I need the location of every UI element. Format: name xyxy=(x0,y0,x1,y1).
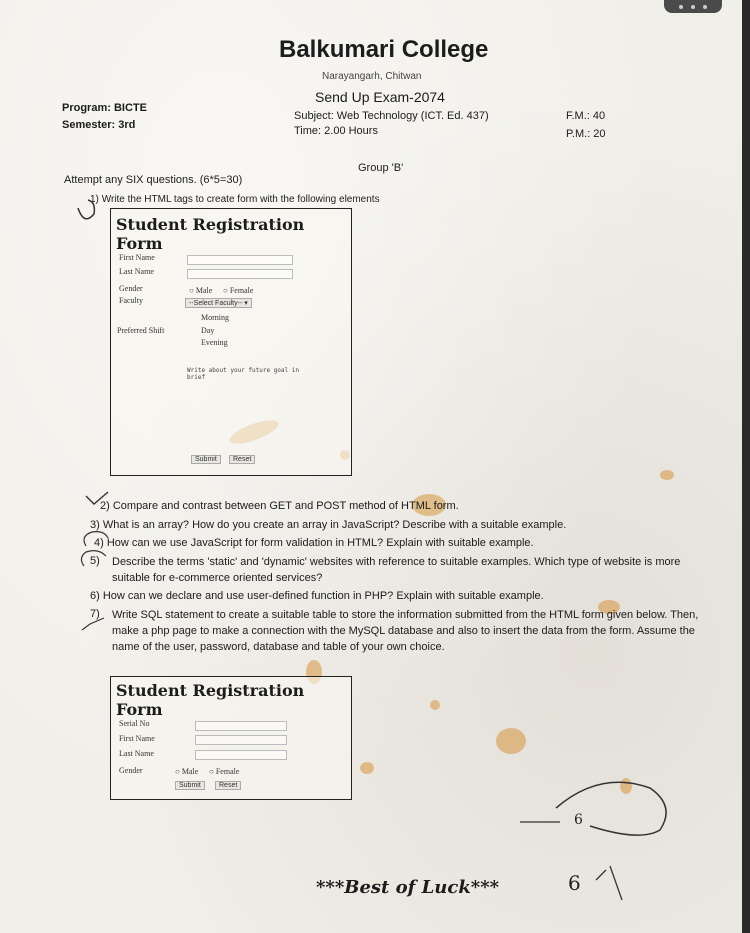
form1-shift-evening[interactable]: Evening xyxy=(201,338,228,347)
form1-gender-female[interactable]: ○ Female xyxy=(223,286,254,295)
form2-title: Student Registration Form xyxy=(116,681,305,719)
score-fraction: 6 xyxy=(568,871,581,895)
form1-first-name-label: First Name xyxy=(119,253,155,262)
form2-gender-female[interactable]: ○ Female xyxy=(209,767,240,776)
group-label: Group 'B' xyxy=(358,162,404,174)
instructions: Attempt any SIX questions. (6*5=30) xyxy=(64,174,243,186)
full-marks: F.M.: 40 xyxy=(566,110,606,122)
form1-gender-label: Gender xyxy=(119,284,143,293)
form1-shift-morning[interactable]: Morning xyxy=(201,313,229,322)
form1-gender-male[interactable]: ○ Male xyxy=(189,286,213,295)
question-4: 4) How can we use JavaScript for form validation in HTML? Explain with suitable example. xyxy=(94,537,534,549)
form1-faculty-select[interactable]: --Select Faculty-- ▾ xyxy=(185,298,252,308)
time-line: Time: 2.00 Hours xyxy=(294,125,378,137)
score-circle xyxy=(556,782,666,835)
form2-gender-male[interactable]: ○ Male xyxy=(175,767,199,776)
form2-last-name-label: Last Name xyxy=(119,749,154,758)
form1-title: Student Registration Form xyxy=(116,215,305,253)
semester-line: Semester: 3rd xyxy=(62,119,136,131)
form2-gender-label: Gender xyxy=(119,766,143,775)
form1-submit-button[interactable]: Submit xyxy=(191,455,221,464)
form1-last-name-label: Last Name xyxy=(119,267,154,276)
form1-shift-label: Preferred Shift xyxy=(117,326,165,335)
form1-faculty-label: Faculty xyxy=(119,296,143,305)
tick-mark-q1 xyxy=(78,200,94,219)
pass-marks: P.M.: 20 xyxy=(566,128,606,140)
question-number: 1) xyxy=(90,194,99,205)
form1-goal-textarea[interactable]: Write about your future goal in brief xyxy=(187,367,299,381)
exam-paper: Balkumari College Narayangarh, Chitwan Send Up Exam-2074 Subject: Web Technology (ICT. Ed. 437) Time: 2.00 Hours Program: BICTE Semester: 3rd F.M.: 40 P.M.: 20 Group 'B' Attempt any SIX questions. (6*5=30) 1) Write the HTML tags to create form with the following elements Student Registration Form First Name Last Name Gender ○ Male ○ Female Faculty --Select Faculty-- ▾ Preferred Shift Morning Day Evening Write about your future goal in brief Submit Reset 2) Compare and contrast between GET and POST method of HTML form. 3) What is an array? How do you create an array in JavaScript? Describe with a suitable example. 4) How can we use JavaScript for form validation in HTML? Explain with suitable example. 5) Describe the terms 'static' and 'dynamic' websites with reference to suitable examples. Which type of website is more suitable for e-commerce oriented services? 6) How can we declare and use user-defined function in PHP? Explain with suitable example. 7) Write SQL statement to create a suitable table to store the information submitted from the HTML form given below. Then, make a php page to make a connection with the MySQL database and also to insert the data from the form. Assume the name of the user, password, database and table of your own choice. Student Registration Form Serial No First Name Last Name Gender ○ Male ○ Female Submit Reset 6 6 ***Best of Luck*** xyxy=(0,0,742,933)
best-of-luck: ***Best of Luck*** xyxy=(316,877,500,898)
score-circled: 6 xyxy=(574,812,583,828)
subject-line: Subject: Web Technology (ICT. Ed. 437) xyxy=(294,110,489,122)
menu-dots-icon[interactable] xyxy=(664,0,722,13)
form2-reset-button[interactable]: Reset xyxy=(215,781,241,790)
question-text: Write the HTML tags to create form with the following elements xyxy=(101,194,380,205)
score-slash xyxy=(596,866,622,900)
tick-mark-q7 xyxy=(82,618,104,630)
question-6: 6) How can we declare and use user-defined function in PHP? Explain with suitable example. xyxy=(90,590,544,602)
tick-mark-q5 xyxy=(81,551,106,566)
college-location: Narayangarh, Chitwan xyxy=(322,71,422,82)
tick-mark-q2 xyxy=(86,492,108,504)
form2-submit-button[interactable]: Submit xyxy=(175,781,205,790)
form1-reset-button[interactable]: Reset xyxy=(229,455,255,464)
question-2: 2) Compare and contrast between GET and POST method of HTML form. xyxy=(100,500,459,512)
exam-title: Send Up Exam-2074 xyxy=(315,89,445,105)
form2-first-name-label: First Name xyxy=(119,734,155,743)
college-name: Balkumari College xyxy=(279,36,489,63)
question-3: 3) What is an array? How do you create an array in JavaScript? Describe with a suitable example. xyxy=(90,519,567,531)
form2-serial-label: Serial No xyxy=(119,719,150,728)
tick-mark-q4 xyxy=(84,532,108,546)
program-line: Program: BICTE xyxy=(62,102,147,114)
form1-shift-day[interactable]: Day xyxy=(201,326,215,335)
